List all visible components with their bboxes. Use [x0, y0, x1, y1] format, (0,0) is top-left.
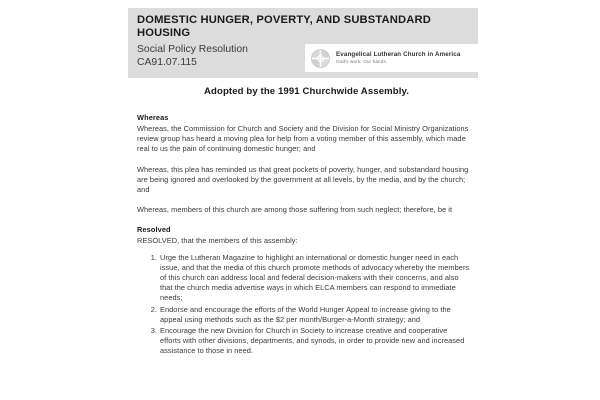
- whereas-paragraph: Whereas, members of this church are among those suffering from such neglect; therefore, be it: [137, 205, 453, 215]
- list-item: Endorse and encourage the efforts of the World Hunger Appeal to increase giving to the appeal using methods such as the $2 per month/Burger-a-Month strategy; and: [160, 304, 451, 324]
- whereas-paragraph: Whereas, this plea has reminded us that great pockets of poverty, hunger, and substandard housing are being ignored and overlooked by the government at all levels, by the media, and by the church; and: [137, 164, 469, 195]
- list-item: Urge the Lutheran Magazine to highlight an international or domestic hunger need in each issue, and that the media of this church promote methods of advocacy whereby the members of this church can address local and federal decision-makers with their concerns, and also that the church media advertise ways in which ELCA members can respond to immediate needs;: [160, 252, 470, 303]
- resolved-heading: Resolved: [137, 225, 171, 235]
- resolved-intro: RESOLVED, that the members of this assembly:: [137, 236, 298, 246]
- elca-cross-emblem-icon: [311, 49, 330, 68]
- elca-logo: [305, 44, 478, 72]
- list-item: Encourage the new Division for Church in Society to increase creative and cooperative efforts with other divisions, departments, and synods, in order to provide new and increased assistance to those in need.: [160, 326, 465, 356]
- adopted-statement: Adopted by the 1991 Churchwide Assembly.: [204, 86, 409, 97]
- organization-name: Evangelical Lutheran Church in America: [336, 50, 461, 58]
- document-body: [137, 86, 470, 358]
- document-code: CA91.07.115: [137, 56, 197, 68]
- whereas-heading: Whereas: [137, 113, 169, 122]
- page-title: DOMESTIC HUNGER, POVERTY, AND SUBSTANDARD HOUSING: [137, 14, 431, 40]
- document-subtitle: Social Policy Resolution: [137, 43, 248, 55]
- resolutions-list: [137, 253, 470, 357]
- elca-logo-text: [336, 51, 460, 66]
- organization-tagline: God's work. Our hands.: [336, 59, 388, 65]
- whereas-paragraph: Whereas, the Commission for Church and Society and the Division for Social Ministry Organizations review group has heard a moving plea for help from a voting member of this assembly, which made real to us the pain of continuing domestic hunger; and: [137, 124, 469, 154]
